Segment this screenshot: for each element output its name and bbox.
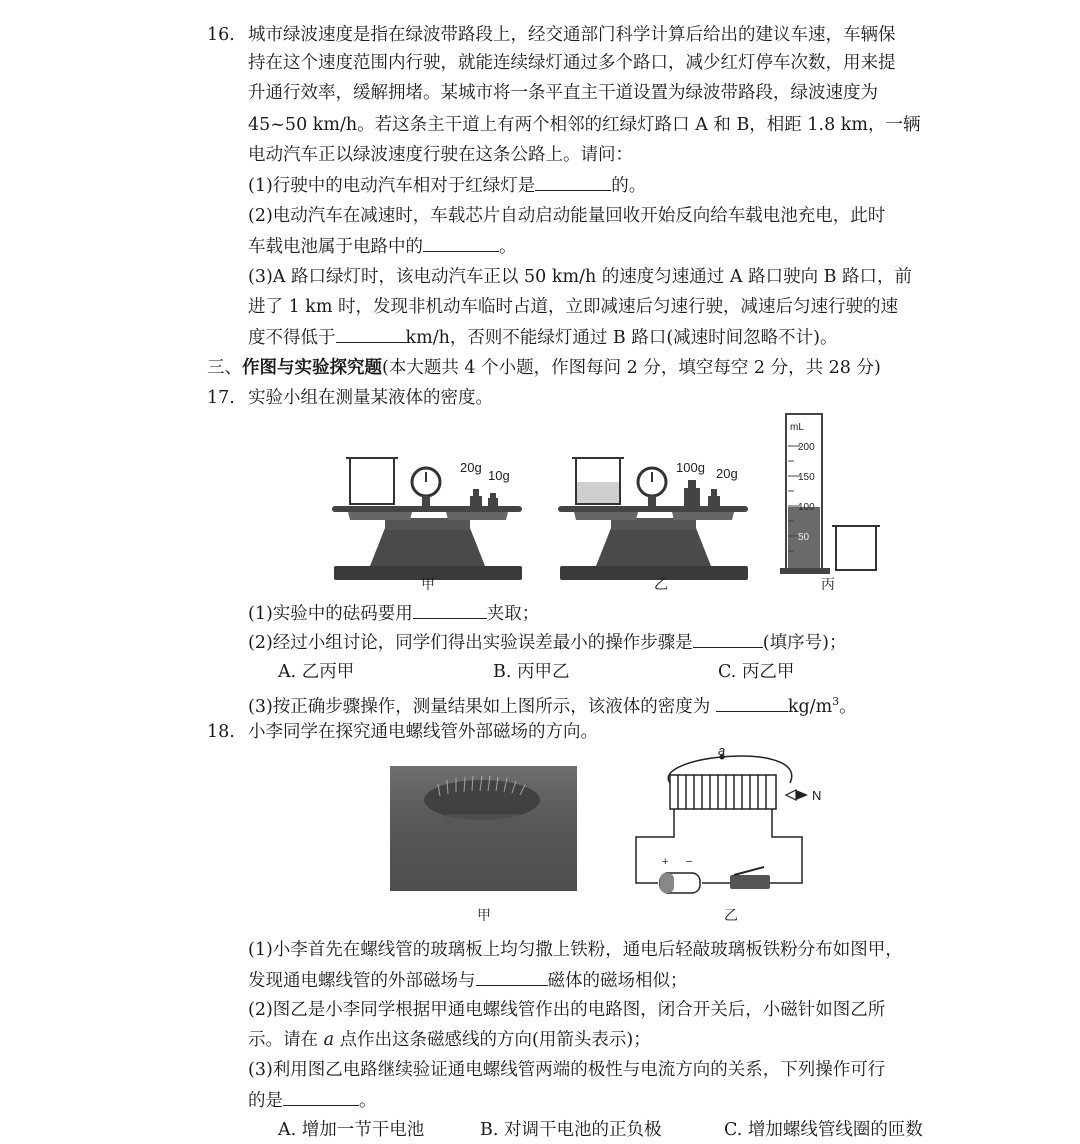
q16-line-1: 城市绿波速度是指在绿波带路段上，经交通部门科学计算后给出的建议车速，车辆保 (248, 25, 896, 45)
battery (660, 856, 700, 893)
beaker-empty-jia (346, 458, 398, 504)
weight-label-10g: 10g (488, 468, 510, 483)
q17-answer-blank-2[interactable] (693, 629, 763, 648)
solenoid (670, 775, 776, 809)
q18-circuit-diagram (630, 745, 830, 895)
q18-caption-yi: 乙 (724, 908, 738, 924)
q16-part-3-end: km/h，否则不能绿灯通过 B 路口(减速时间忽略不计)。 (405, 328, 838, 348)
q16-answer-blank-2[interactable] (423, 233, 499, 252)
q18-option-a: A. 增加一节干电池 (278, 1120, 425, 1140)
q16-part-3-line-3 (248, 324, 838, 351)
q18-part-1-line-2 (248, 967, 688, 994)
q17-part-3-end: 。 (839, 696, 857, 717)
q17-part-3-text: (3)按正确步骤操作，测量结果如上图所示，该液体的密度为 (248, 696, 711, 717)
q16-part-1-end: 的。 (611, 176, 647, 196)
weight-100g (684, 488, 700, 506)
q18-number: 18. (207, 722, 235, 742)
q16-part-3-text: 度不得低于 (248, 328, 336, 348)
beaker-filled-yi (572, 458, 624, 504)
q18-photo-iron-filings (390, 766, 577, 891)
q18-part-1-line-1: (1)小李首先在螺线管的玻璃板上均匀撒上铁粉，通电后轻敲玻璃板铁粉分布如图甲， (248, 940, 903, 960)
q16-part-3-line-2: 进了 1 km 时，发现非机动车临时占道，立即减速后匀速行驶，减速后匀速行驶的速 (248, 297, 899, 317)
q18-part-3-text: 的是 (248, 1091, 283, 1111)
q16-line-3: 升通行效率，缓解拥堵。某城市将一条平直主干道设置为绿波带路段，绿波速度为 (248, 83, 878, 103)
q17-part-1-end: 夹取； (486, 604, 540, 624)
q17-part-3 (248, 689, 857, 720)
q17-figure (330, 410, 890, 595)
q18-part-3-line-1: (3)利用图乙电路继续验证通电螺线管两端的极性与电流方向的关系，下列操作可行 (248, 1060, 886, 1080)
q18-part-2-line-2 (248, 1027, 651, 1053)
beaker-bing (832, 526, 880, 570)
q16-part-3-line-1: (3)A 路口绿灯时，该电动汽车正以 50 km/h 的速度匀速通过 A 路口驶向 B 路口，前 (248, 267, 913, 287)
q18-part-2-text: 示。请在 (248, 1030, 324, 1050)
q17-caption-yi: 乙 (654, 577, 668, 593)
compass-needle (786, 790, 808, 800)
q16-line-5: 电动汽车正以绿波速度行驶在这条公路上。请问： (248, 145, 633, 165)
q16-line-4: 45~50 km/h。若这条主干道上有两个相邻的红绿灯路口 A 和 B，相距 1.8 km，一辆 (248, 115, 921, 135)
weight-10g (488, 498, 498, 506)
q16-line-2: 持在这个速度范围内行驶，就能连续绿灯通过多个路口，减少红灯停车次数，用来提 (248, 53, 896, 73)
q17-caption-bing: 丙 (821, 577, 835, 593)
battery-plus-label: + (662, 856, 669, 868)
q16-answer-blank-1[interactable] (535, 172, 611, 191)
cylinder-tick-150: 150 (798, 472, 815, 483)
q17-part-3-sup: 3 (832, 695, 840, 708)
q18-option-c: C. 增加螺线管线圈的匝数 (724, 1120, 923, 1140)
q16-part-2-line-2 (248, 233, 517, 260)
q18-point-a-inline: a (323, 1030, 334, 1050)
q18-part-1-text: 发现通电螺线管的外部磁场与 (248, 971, 476, 991)
q16-part-1-text: (1)行驶中的电动汽车相对于红绿灯是 (248, 176, 536, 196)
graduated-cylinder (780, 414, 830, 574)
q16-part-2-line-1: (2)电动汽车在减速时，车载芯片自动启动能量回收开始反向给车载电池充电，此时 (248, 206, 886, 226)
cylinder-tick-100: 100 (798, 502, 815, 513)
cylinder-tick-50: 50 (798, 532, 810, 543)
q17-option-a: A. 乙丙甲 (278, 662, 355, 682)
q16-part-2-text: 车载电池属于电路中的 (248, 237, 423, 257)
q16-number: 16. (207, 25, 235, 45)
q17-stem: 实验小组在测量某液体的密度。 (248, 388, 493, 408)
weight-label-100g: 100g (676, 460, 705, 475)
q18-part-3-line-2 (248, 1087, 377, 1114)
section-3-prefix: 三、 (207, 358, 242, 378)
section-3-note: (本大题共 4 个小题，作图每问 2 分，填空每空 2 分，共 28 分) (382, 358, 881, 378)
weight-label-20g: 20g (460, 460, 482, 475)
q16-answer-blank-3[interactable] (336, 324, 406, 343)
cylinder-tick-200: 200 (798, 442, 815, 453)
q17-number: 17. (207, 388, 235, 408)
q17-part-3-unit: kg/m (787, 696, 833, 717)
q18-stem: 小李同学在探究通电螺线管外部磁场的方向。 (248, 722, 598, 742)
weight-20g-yi (708, 496, 720, 506)
north-pole-label: N (812, 788, 822, 803)
q18-answer-blank-3[interactable] (283, 1087, 359, 1106)
balance-jia (332, 458, 522, 580)
weight-label-20g-yi: 20g (716, 466, 738, 481)
q17-option-b: B. 丙甲乙 (493, 662, 570, 682)
balance-yi (558, 458, 748, 580)
q18-part-1-end: 磁体的磁场相似； (547, 971, 688, 991)
switch[interactable] (730, 867, 770, 889)
q18-part-3-end: 。 (359, 1091, 377, 1111)
point-a-label: a (718, 745, 726, 758)
q16-part-2-end: 。 (499, 237, 517, 257)
circuit-wires (636, 809, 802, 883)
q17-part-2-end: (填序号)； (762, 633, 847, 653)
q18-part-2-end: 点作出这条磁感线的方向(用箭头表示)； (334, 1030, 651, 1050)
section-3-title: 作图与实验探究题 (242, 358, 382, 378)
q18-part-2-line-1: (2)图乙是小李同学根据甲通电螺线管作出的电路图，闭合开关后，小磁针如图乙所 (248, 1000, 886, 1020)
q17-part-2 (248, 629, 846, 656)
q17-caption-jia: 甲 (421, 577, 435, 593)
q17-part-1-text: (1)实验中的砝码要用 (248, 604, 413, 624)
weight-20g (470, 496, 482, 506)
q17-option-c: C. 丙乙甲 (718, 662, 795, 682)
cylinder-unit: mL (790, 422, 804, 433)
battery-minus-label: − (686, 856, 693, 868)
q18-caption-jia: 甲 (477, 908, 491, 924)
q18-option-b: B. 对调干电池的正负极 (480, 1120, 662, 1140)
q17-part-1 (248, 600, 539, 627)
q16-part-1 (248, 172, 646, 199)
q17-part-2-text: (2)经过小组讨论，同学们得出实验误差最小的操作步骤是 (248, 633, 693, 653)
section-3-heading (207, 355, 881, 381)
q17-answer-blank-3[interactable] (716, 693, 788, 712)
iron-filings-pattern (390, 766, 577, 891)
q18-answer-blank-1[interactable] (476, 967, 548, 986)
q17-answer-blank-1[interactable] (413, 600, 487, 619)
